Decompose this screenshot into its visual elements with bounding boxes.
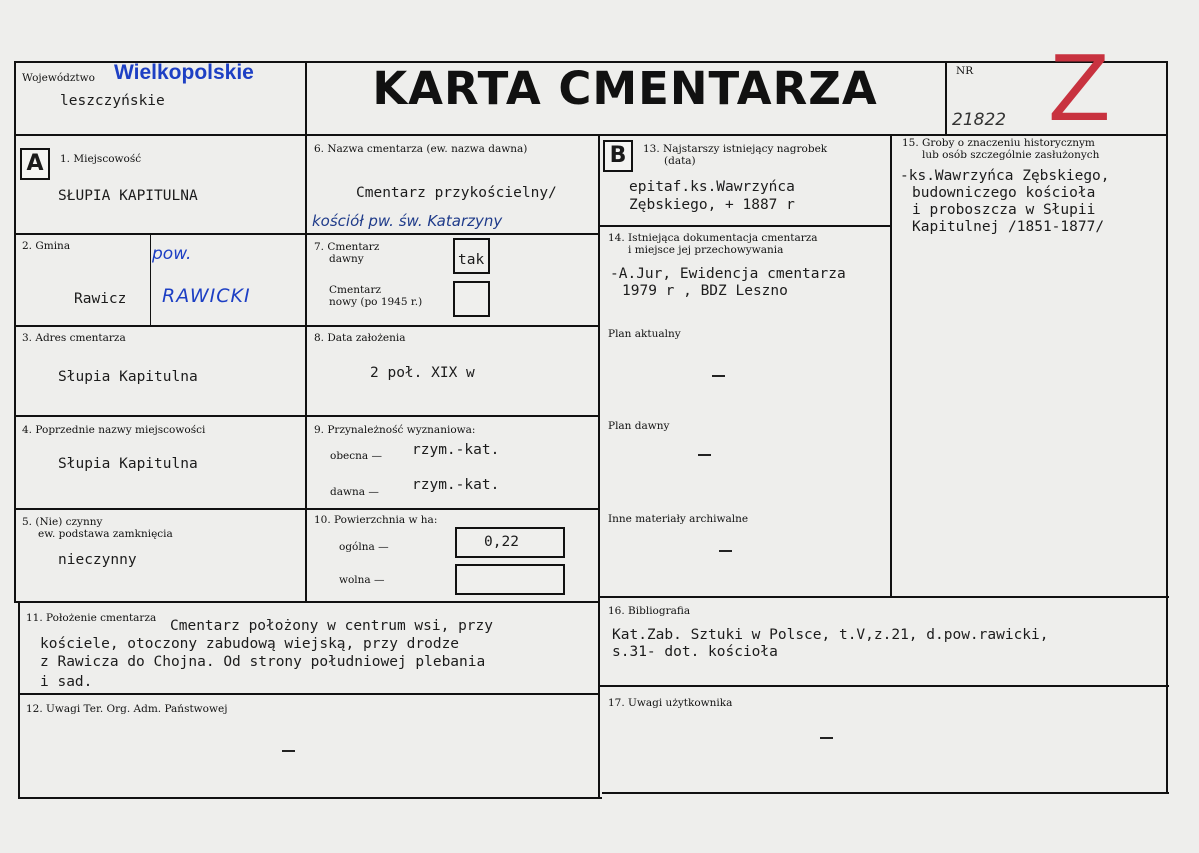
plan-dawny-label: Plan dawny: [608, 420, 670, 432]
field-14-line-2: 1979 r , BDZ Leszno: [622, 283, 788, 299]
field-16-line-2: s.31- dot. kościoła: [612, 644, 778, 660]
field-9-obecna-value: rzym.-kat.: [412, 442, 500, 458]
field-13-label-2: (data): [664, 155, 696, 167]
plan-aktualny-dash: [712, 375, 725, 377]
field-7-label-new-2: nowy (po 1945 r.): [329, 296, 423, 308]
border-right: [1166, 61, 1168, 794]
field-10-wolna-box: [455, 564, 565, 595]
field-10-label: 10. Powierzchnia w ha:: [314, 514, 438, 526]
field-14-label-2: i miejsce jej przechowywania: [628, 244, 784, 256]
field-2-value: Rawicz: [74, 291, 127, 307]
border-left-lower: [18, 601, 20, 799]
inne-materialy-label: Inne materiały archiwalne: [608, 513, 749, 525]
rule-11-bottom: [18, 693, 600, 695]
field-9-label: 9. Przynależność wyznaniowa:: [314, 424, 476, 436]
field-15-label-2: lub osób szczególnie zasłużonych: [922, 149, 1100, 161]
field-12-label: 12. Uwagi Ter. Org. Adm. Państwowej: [26, 703, 228, 715]
nr-stamp: Z: [1048, 34, 1111, 141]
field-7-label-new: Cmentarz: [329, 284, 381, 296]
card-title: KARTA CMENTARZA: [372, 62, 878, 115]
field-11-line-4: i sad.: [40, 674, 93, 690]
rule-header: [14, 134, 1167, 136]
wojewodztwo-value: leszczyńskie: [60, 93, 165, 109]
divider-gmina: [150, 233, 151, 326]
field-9-dawna-value: rzym.-kat.: [412, 477, 500, 493]
field-17-dash: [820, 737, 833, 739]
rule-right-16: [598, 596, 1169, 598]
wojewodztwo-stamp: Wielkopolskie: [114, 61, 254, 84]
field-15-line-4: Kapitulnej /1851-1877/: [912, 219, 1105, 235]
field-3-value: Słupia Kapitulna: [58, 369, 198, 385]
field-5-label-2: ew. podstawa zamknięcia: [38, 528, 173, 540]
field-17-label: 17. Uwagi użytkownika: [608, 697, 733, 709]
field-8-label: 8. Data założenia: [314, 332, 406, 344]
field-10-ogolna-label: ogólna —: [339, 541, 389, 553]
field-2-label: 2. Gmina: [22, 240, 71, 252]
field-7-label-old-2: dawny: [329, 253, 364, 265]
wojewodztwo-label: Województwo: [22, 72, 95, 84]
field-10-ogolna-value: 0,22: [484, 534, 519, 550]
field-15-line-3: i proboszcza w Słupii: [912, 202, 1096, 218]
divider-col-2: [598, 134, 600, 797]
field-4-label: 4. Poprzednie nazwy miejscowości: [22, 424, 206, 436]
inne-materialy-dash: [719, 550, 732, 552]
plan-dawny-dash: [698, 454, 711, 456]
field-13-label: 13. Najstarszy istniejący nagrobek: [643, 143, 828, 155]
field-4-value: Słupia Kapitulna: [58, 456, 198, 472]
field-14-line-1: -A.Jur, Ewidencja cmentarza: [610, 266, 846, 282]
section-b-marker: B: [603, 140, 633, 172]
field-1-label: 1. Miejscowość: [60, 153, 142, 165]
field-11-label: 11. Położenie cmentarza: [26, 612, 157, 624]
field-8-value: 2 poł. XIX w: [370, 365, 475, 381]
nr-value: 21822: [952, 110, 1007, 130]
field-9-dawna-label: dawna —: [330, 486, 379, 498]
field-3-label: 3. Adres cmentarza: [22, 332, 126, 344]
field-14-label: 14. Istniejąca dokumentacja cmentarza: [608, 232, 818, 244]
field-5-label: 5. (Nie) czynny: [22, 516, 103, 528]
field-13-line-1: epitaf.ks.Wawrzyńca: [629, 179, 795, 195]
section-a-marker: A: [20, 148, 50, 180]
field-6-value: Cmentarz przykościelny/: [356, 185, 557, 201]
border-bottom-left: [18, 797, 602, 799]
divider-col-3: [890, 134, 892, 598]
field-15-line-2: budowniczego kościoła: [912, 185, 1096, 201]
rule-16-bottom: [600, 685, 1169, 687]
field-13-line-2: Zębskiego, + 1887 r: [629, 197, 795, 213]
field-15-label: 15. Groby o znaczeniu historycznym: [902, 137, 1095, 149]
field-16-label: 16. Bibliografia: [608, 605, 691, 617]
field-11-line-3: z Rawicza do Chojna. Od strony południowej plebania: [40, 654, 486, 670]
field-6-handwritten: kościół pw. św. Katarzyny: [312, 212, 503, 230]
field-7-new-box: [453, 281, 490, 317]
field-7-old-value: tak: [458, 252, 485, 268]
field-11-line-2: kościele, otoczony zabudową wiejską, przy drodze: [40, 636, 460, 652]
field-2-handwritten-pow: pow.: [152, 244, 192, 264]
field-10-wolna-label: wolna —: [339, 574, 385, 586]
field-5-value: nieczynny: [58, 552, 137, 568]
field-12-dash: [282, 750, 295, 752]
nr-label: NR: [956, 65, 974, 77]
field-15-line-1: -ks.Wawrzyńca Zębskiego,: [900, 168, 1110, 184]
plan-aktualny-label: Plan aktualny: [608, 328, 681, 340]
field-16-line-1: Kat.Zab. Sztuki w Polsce, t.V,z.21, d.pow.rawicki,: [612, 627, 1049, 643]
field-1-value: SŁUPIA KAPITULNA: [58, 188, 198, 204]
rule-b-1: [598, 225, 890, 227]
border-bottom-right: [602, 792, 1169, 794]
border-left: [14, 61, 16, 601]
divider-col-1: [305, 134, 307, 603]
field-7-label-old: 7. Cmentarz: [314, 241, 380, 253]
field-11-line-1: Cmentarz położony w centrum wsi, przy: [170, 618, 494, 634]
field-2-handwritten-value: RAWICKI: [162, 285, 251, 307]
field-6-label: 6. Nazwa cmentarza (ew. nazwa dawna): [314, 143, 528, 155]
field-9-obecna-label: obecna —: [330, 450, 382, 462]
divider-header-2: [945, 61, 947, 136]
